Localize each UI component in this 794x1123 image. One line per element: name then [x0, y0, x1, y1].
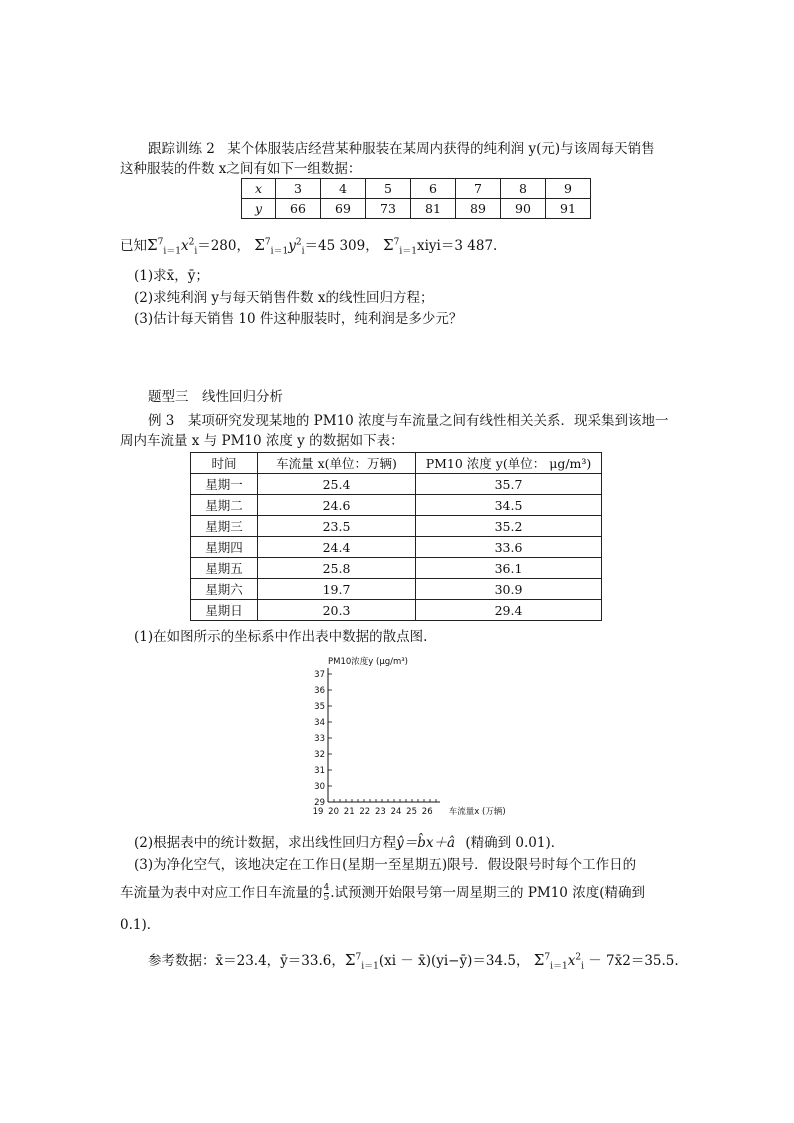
table-row: [191, 558, 602, 579]
table-cell: 24.6: [258, 495, 416, 516]
table-row: [242, 179, 591, 199]
fraction-denominator: 5: [323, 893, 330, 903]
y-tick-label: 35: [314, 702, 325, 712]
table-row: [191, 600, 602, 621]
table-cell: 5: [366, 179, 411, 199]
fraction: [324, 884, 330, 903]
column-header: 车流量 x(单位：万辆): [258, 453, 416, 474]
given-prefix: 已知: [120, 238, 147, 254]
example-line2: 周内车流量 x 与 PM10 浓度 y 的数据如下表：: [120, 433, 404, 449]
sum2-sup: 2: [295, 237, 302, 248]
q2-note: (精确到 0.01)．: [465, 835, 565, 851]
table-cell: 星期六: [191, 579, 258, 600]
table-cell: 8: [501, 179, 546, 199]
y-tick-label: 30: [314, 782, 325, 792]
ref-sum2-sup: 2: [575, 952, 582, 963]
exercise-text-line2: 这种服装的件数 x之间有如下一组数据：: [120, 161, 362, 177]
x-tick-label: 19: [312, 807, 324, 817]
x-tick-label: 26: [421, 807, 433, 817]
table-header-y: y: [242, 199, 276, 219]
table-cell: 25.8: [258, 558, 416, 579]
table-cell: 34.5: [416, 495, 602, 516]
table-cell: 73: [366, 199, 411, 219]
table-cell: 6: [411, 179, 456, 199]
table-cell: 4: [321, 179, 366, 199]
sum1-value: ＝280，: [197, 238, 250, 254]
sum-upper: 7: [393, 237, 400, 248]
table-cell: 星期一: [191, 474, 258, 495]
chart-layer: [313, 656, 506, 817]
sum1-sup: 2: [188, 237, 195, 248]
example-question-3-line2: [120, 884, 645, 903]
table-cell: 81: [411, 199, 456, 219]
table-cell: 19.7: [258, 579, 416, 600]
sigma-symbol: Σ: [254, 236, 265, 254]
table-header-row: [191, 453, 602, 474]
ref-sum2-lower: i＝1: [550, 961, 568, 972]
table-cell: 90: [501, 199, 546, 219]
table-cell: 24.4: [258, 537, 416, 558]
question-3: (3)估计每天销售 10 件这种服装时，纯利润是多少元？: [134, 311, 463, 327]
question-2: (2)求纯利润 y与每天销售件数 x的线性回归方程；: [134, 290, 434, 306]
pm10-data-table: [190, 452, 602, 621]
table-cell: 36.1: [416, 558, 602, 579]
sum-lower: i＝1: [270, 246, 289, 257]
y-tick-label: 32: [314, 750, 325, 760]
scatter-chart: [300, 650, 540, 825]
x-tick-label: 21: [343, 807, 355, 817]
sum-upper: 7: [264, 237, 271, 248]
table-cell: 35.7: [416, 474, 602, 495]
y-tick-label: 36: [314, 686, 325, 696]
example-question-3-line1: (3)为净化空气，该地决定在工作日(星期一至星期五)限号．假设限号时每个工作日的: [134, 857, 637, 873]
table-cell: 33.6: [416, 537, 602, 558]
x-tick-label: 22: [359, 807, 371, 817]
sigma-symbol: Σ: [533, 951, 545, 969]
sum2-value: ＝45 309，: [304, 238, 379, 254]
table-cell: 69: [321, 199, 366, 219]
ref-sum2-sub: i: [581, 961, 584, 972]
q2-text: (2)根据表中的统计数据，求出线性回归方程: [134, 835, 397, 851]
table-cell: 91: [546, 199, 591, 219]
table-cell: 20.3: [258, 600, 416, 621]
column-header: PM10 浓度 y(单位： μg/m³): [416, 453, 602, 474]
table-header-x: x: [242, 179, 276, 199]
x-tick-label: 25: [406, 807, 418, 817]
section-title: 题型三 线性回归分析: [148, 389, 283, 405]
exercise-text-line1: 某个体服装店经营某种服装在某周内获得的纯利润 y(元)与该周每天销售: [227, 141, 655, 157]
x-axis-label: 车流量x (万辆): [448, 807, 506, 817]
ref-prefix: 参考数据：x̄＝23.4，ȳ＝33.6，: [148, 953, 345, 969]
table-row: [191, 495, 602, 516]
exercise-heading-line: [148, 140, 655, 158]
y-tick-label: 29: [314, 798, 325, 808]
table-cell: 29.4: [416, 600, 602, 621]
sum3-value: ＝3 487.: [440, 238, 498, 254]
example-question-2: [134, 834, 564, 852]
table-cell: 7: [456, 179, 501, 199]
data-table-xy: [241, 178, 591, 219]
table-cell: 30.9: [416, 579, 602, 600]
reference-data-line: [148, 951, 679, 970]
table-cell: 25.4: [258, 474, 416, 495]
table-row: [191, 516, 602, 537]
table-cell: 星期三: [191, 516, 258, 537]
ref-sum2-expr: x: [567, 953, 576, 969]
sigma-symbol: Σ: [383, 236, 394, 254]
table-row: [242, 199, 591, 219]
ref-sum1-lower: i＝1: [361, 961, 379, 972]
table-row: [191, 537, 602, 558]
q3-text-b: .试预测开始限号第一周星期三的 PM10 浓度(精确到: [330, 885, 645, 901]
x-tick-label: 23: [374, 807, 386, 817]
ref-sum1-expr: (xi － x̄)(yi−ȳ)＝34.5，: [378, 953, 530, 969]
sigma-symbol: Σ: [147, 236, 158, 254]
example-line1: 例 3 某项研究发现某地的 PM10 浓度与车流量之间有线性相关关系．现采集到该地一: [148, 413, 669, 429]
y-tick-label: 37: [314, 670, 325, 680]
example-question-1: (1)在如图所示的坐标系中作出表中数据的散点图.: [134, 629, 428, 645]
x-tick-label: 20: [328, 807, 340, 817]
sum2-expr: y: [288, 238, 296, 254]
sum-lower: i＝1: [163, 246, 181, 257]
sum-upper: 7: [157, 237, 164, 248]
regression-formula: ŷ＝b̂x＋â: [396, 835, 456, 851]
fraction-numerator: 4: [323, 883, 330, 893]
table-cell: 23.5: [258, 516, 416, 537]
sum2-sub: i: [301, 246, 305, 257]
y-tick-label: 31: [314, 766, 325, 776]
table-cell: 星期五: [191, 558, 258, 579]
sum1-sub: i: [194, 246, 198, 257]
y-tick-label: 33: [314, 734, 325, 744]
table-cell: 3: [276, 179, 321, 199]
ref-sum1-upper: 7: [355, 952, 362, 963]
ref-sum2-tail: － 7x̄2＝35.5.: [583, 953, 679, 969]
question-1: (1)求x̄，ȳ；: [134, 268, 209, 284]
table-row: [191, 579, 602, 600]
table-cell: 星期日: [191, 600, 258, 621]
table-row: [191, 474, 602, 495]
y-axis-label: PM10浓度y (μg/m³): [328, 657, 408, 667]
table-cell: 9: [546, 179, 591, 199]
ref-sum2-upper: 7: [544, 952, 551, 963]
y-tick-label: 34: [314, 718, 325, 728]
q3-text-a: 车流量为表中对应工作日车流量的: [120, 885, 323, 901]
exercise-heading: 跟踪训练 2: [148, 141, 215, 157]
sum-lower: i＝1: [399, 246, 417, 257]
table-cell: 66: [276, 199, 321, 219]
sigma-symbol: Σ: [344, 951, 356, 969]
table-cell: 89: [456, 199, 501, 219]
table-cell: 35.2: [416, 516, 602, 537]
column-header: 时间: [191, 453, 258, 474]
sum3-expr: xiyi: [417, 238, 441, 254]
table-cell: 星期二: [191, 495, 258, 516]
given-sums-line: [120, 236, 497, 255]
sum1-expr: x: [180, 238, 189, 254]
example-question-3-line3: 0.1)．: [120, 917, 161, 933]
x-tick-label: 24: [390, 807, 402, 817]
table-cell: 星期四: [191, 537, 258, 558]
